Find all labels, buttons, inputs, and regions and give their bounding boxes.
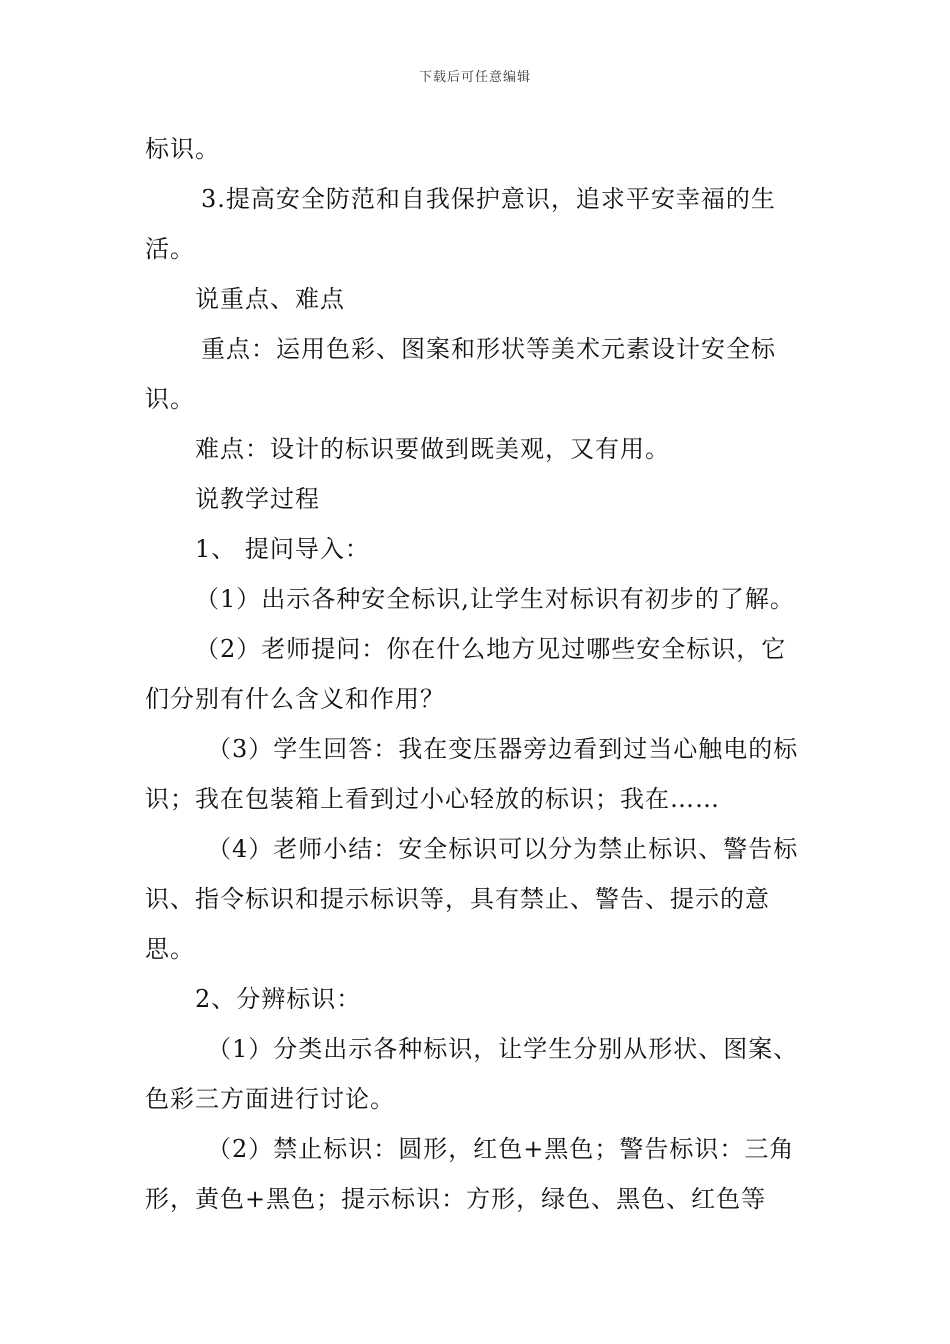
paragraph-line: 识；我在包装箱上看到过小心轻放的标识；我在…… bbox=[145, 785, 720, 813]
section-heading: 说教学过程 bbox=[195, 485, 320, 513]
paragraph-line: （2）老师提问：你在什么地方见过哪些安全标识，它 bbox=[195, 635, 787, 663]
paragraph-line: （2）禁止标识：圆形，红色+黑色；警告标识：三角 bbox=[207, 1135, 795, 1163]
paragraph-line: 活。 bbox=[145, 235, 195, 263]
paragraph-line: （1）分类出示各种标识，让学生分别从形状、图案、 bbox=[207, 1035, 799, 1063]
paragraph-line: 难点：设计的标识要做到既美观，又有用。 bbox=[195, 435, 670, 463]
paragraph-line: （3）学生回答：我在变压器旁边看到过当心触电的标 bbox=[207, 735, 799, 763]
paragraph-line: 识、指令标识和提示标识等，具有禁止、警告、提示的意 bbox=[145, 885, 770, 913]
paragraph-line: 们分别有什么含义和作用？ bbox=[145, 685, 445, 713]
section-heading: 说重点、难点 bbox=[195, 285, 345, 313]
page-header: 下载后可任意编辑 bbox=[418, 70, 531, 85]
paragraph-line: （4）老师小结：安全标识可以分为禁止标识、警告标 bbox=[207, 835, 799, 863]
paragraph-line: （1）出示各种安全标识,让学生对标识有初步的了解。 bbox=[195, 585, 795, 613]
paragraph-line: 形，黄色+黑色；提示标识：方形，绿色、黑色、红色等 bbox=[145, 1185, 767, 1213]
subsection-heading: 1、 提问导入： bbox=[195, 535, 370, 563]
subsection-heading: 2、分辨标识： bbox=[195, 985, 362, 1013]
paragraph-line: 3.提高安全防范和自我保护意识，追求平安幸福的生 bbox=[201, 185, 776, 213]
paragraph-line: 重点：运用色彩、图案和形状等美术元素设计安全标 bbox=[201, 335, 776, 363]
document-body bbox=[145, 124, 810, 1224]
paragraph-line: 思。 bbox=[145, 935, 195, 963]
paragraph-line: 标识。 bbox=[145, 135, 220, 163]
paragraph-line: 色彩三方面进行讨论。 bbox=[145, 1085, 395, 1113]
paragraph-line: 识。 bbox=[145, 385, 195, 413]
